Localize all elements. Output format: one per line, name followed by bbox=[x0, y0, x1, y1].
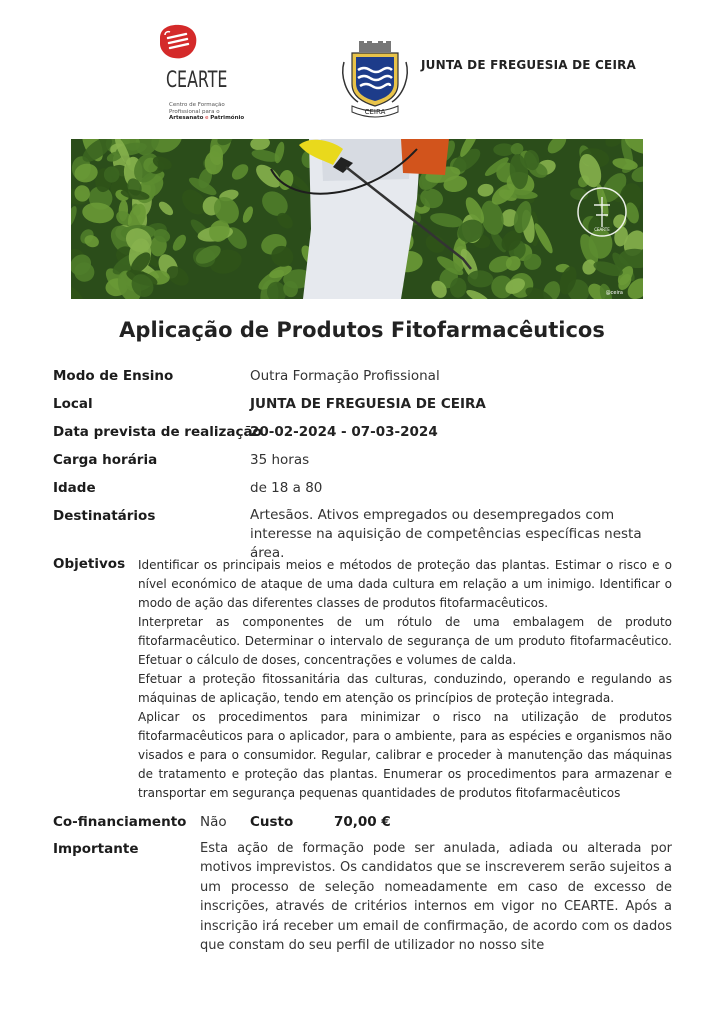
audience-label: Destinatários bbox=[53, 508, 156, 524]
svg-text:CEARTE: CEARTE bbox=[594, 227, 610, 232]
organization-name: JUNTA DE FREGUESIA DE CEIRA bbox=[421, 58, 637, 72]
objective-paragraph: Efetuar a proteção fitossanitária das culturas, conduzindo, operando e regulando as máquinas de aplicação, tendo em atenção os princípios de proteção integrada. bbox=[138, 672, 672, 705]
objectives-text bbox=[138, 556, 672, 803]
hours-label: Carga horária bbox=[53, 452, 158, 468]
course-title: Aplicação de Produtos Fitofarmacêuticos bbox=[119, 318, 605, 342]
date-label: Data prevista de realização bbox=[53, 424, 262, 440]
date-value: 20-02-2024 - 07-03-2024 bbox=[250, 424, 438, 440]
important-text: Esta ação de formação pode ser anulada, adiada ou alterada por motivos imprevistos. Os candidatos que se inscreverem serão sujeitos a um processo de seleção nomeadamente em caso de excesso de inscrições, através de critérios internos em vigor no CEARTE. Após a inscrição irá receber um email de confirmação, de acordo com os dados que constam do seu perfil de utilizador no nosso site bbox=[200, 841, 672, 954]
age-value: de 18 a 80 bbox=[250, 480, 323, 496]
location-value: JUNTA DE FREGUESIA DE CEIRA bbox=[250, 396, 486, 412]
cofunding-value: Não bbox=[200, 814, 227, 830]
cearte-logo-mark-icon bbox=[156, 24, 198, 62]
document-header bbox=[0, 0, 724, 135]
objective-paragraph: Identificar os principais meios e métodos de proteção das plantas. Estimar o risco e o nível económico de ataque de uma dada cultura em relação a um inimigo. Identificar o modo de ação das diferentes classes de produtos fitofarmacêuticos. bbox=[138, 558, 672, 610]
cost-value: 70,00 € bbox=[334, 814, 391, 830]
age-label: Idade bbox=[53, 480, 96, 496]
cost-label: Custo bbox=[250, 814, 294, 830]
hours-value: 35 horas bbox=[250, 452, 310, 468]
header-photo bbox=[71, 139, 643, 299]
cearte-logo bbox=[150, 22, 250, 126]
important-label: Importante bbox=[53, 841, 139, 857]
objective-paragraph: Interpretar as componentes de um rótulo de uma embalagem de produto fitofarmacêutico. Determinar o intervalo de segurança de um produto fitofarmacêutico. Efetuar o cálculo de doses, concentrações e volumes de calda. bbox=[138, 615, 672, 667]
cearte-logo-subtitle: Centro de Formação Profissional para o Artesanato e Património bbox=[169, 102, 245, 121]
location-label: Local bbox=[53, 396, 93, 412]
crop-spraying-photo bbox=[71, 139, 643, 299]
objective-paragraph: Aplicar os procedimentos para minimizar o risco na utilização de produtos fitofarmacêuticos para o aplicador, para o ambiente, para as espécies e organismos não visados e para o consumidor. Regular, calibrar e proceder à manutenção das máquinas de tratamento e proteção das plantas. Enumerar os procedimentos para armazenar e transportar em segurança pequenas quantidades de produtos fitofarmacêuticos bbox=[138, 710, 672, 800]
svg-text:@ceira: @ceira bbox=[605, 290, 623, 296]
svg-text:CEIRA: CEIRA bbox=[364, 108, 386, 116]
cofunding-label: Co-financiamento bbox=[53, 814, 187, 830]
mode-value: Outra Formação Profissional bbox=[250, 368, 440, 384]
ceira-crest-icon bbox=[338, 40, 412, 120]
cearte-logo-name: CEARTE bbox=[166, 68, 228, 93]
audience-value: Artesãos. Ativos empregados ou desempregados com interesse na aquisição de competências específicas nesta área. bbox=[250, 507, 642, 561]
mode-label: Modo de Ensino bbox=[53, 368, 174, 384]
objectives-label: Objetivos bbox=[53, 556, 126, 572]
